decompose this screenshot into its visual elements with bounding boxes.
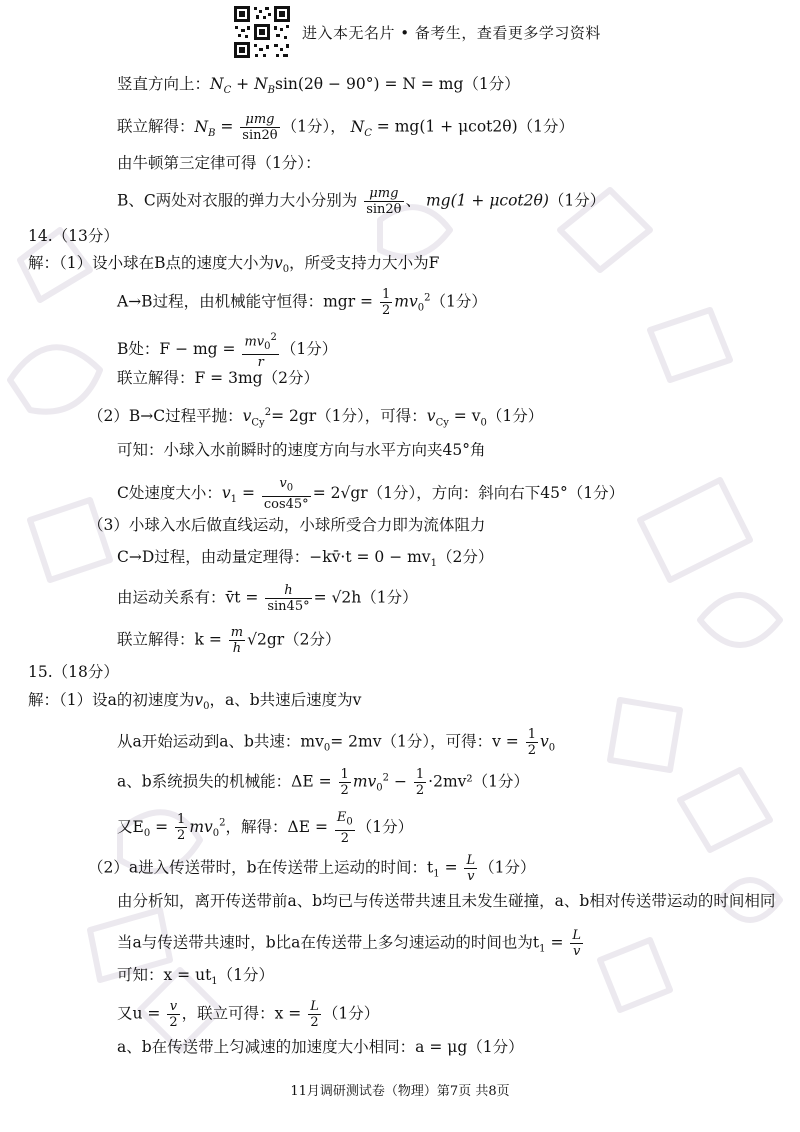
expression: sin(2θ − 90°)	[275, 75, 385, 93]
expression: = 2√gr（1分），方向：斜向右下45°（1分）	[312, 483, 625, 502]
symbol: N	[210, 75, 224, 93]
label-text: 联立解得：	[117, 117, 195, 136]
label-text: （2）a进入传送带时，b在传送带上运动的时间：t	[88, 858, 434, 877]
numerator: 1	[381, 287, 391, 302]
fraction	[229, 625, 245, 656]
numerator: L	[466, 853, 476, 868]
fraction	[380, 287, 392, 318]
fraction	[265, 583, 311, 614]
q15-deceleration: a、b在传送带上匀减速的加速度大小相同：a = μg（1分）	[117, 1038, 524, 1056]
subscript: 0	[376, 782, 383, 794]
denominator: sin2θ	[242, 128, 278, 143]
denominator: sin2θ	[366, 202, 402, 217]
symbol: mv	[394, 292, 418, 311]
q15-extra-time-line	[117, 928, 585, 960]
fraction	[242, 330, 278, 370]
denominator: sin45°	[267, 599, 310, 614]
q14-momentum-theorem	[117, 547, 493, 574]
q15-part2-time	[88, 853, 536, 885]
elastic-force-line	[117, 186, 605, 217]
subscript: 0	[264, 340, 271, 352]
subscript: 0	[346, 816, 353, 828]
q14-part2-projectile	[88, 403, 543, 433]
q14-point-b-force	[117, 330, 337, 370]
score-text: （1分）	[430, 292, 487, 311]
subscript: C	[364, 127, 372, 139]
label-text: a、b系统损失的机械能：ΔE =	[117, 772, 332, 791]
q14-angle-note: 可知：小球入水前瞬时的速度方向与水平方向夹45°角	[117, 441, 486, 459]
denominator: 2	[527, 743, 536, 758]
subscript: 1	[539, 943, 546, 955]
subscript: 0	[480, 417, 487, 429]
subscript: 0	[203, 701, 210, 713]
question-15-heading: 15.（18分）	[28, 663, 119, 681]
numerator: v	[279, 476, 287, 491]
q14-point-c-velocity	[117, 476, 624, 512]
subscript: 1	[230, 493, 238, 505]
expression: √2gr（2分）	[247, 630, 341, 649]
denominator: 2	[177, 828, 186, 844]
subscript: 0	[417, 302, 425, 314]
label-text: 当a与传送带共速时，b比a在传送带上多匀速运动的时间也为t	[117, 933, 540, 952]
fraction	[526, 727, 538, 758]
numerator: μmg	[240, 112, 279, 128]
subscript: 0	[286, 482, 294, 494]
label-text: B、C两处对衣服的弹力大小分别为	[117, 191, 358, 210]
superscript: 2	[219, 817, 226, 829]
fraction	[167, 999, 179, 1030]
expression: mg(1 + μcot2θ)	[425, 191, 549, 210]
fraction	[414, 767, 426, 798]
symbol: v	[539, 732, 549, 751]
subscript: 0	[282, 264, 290, 276]
expression: = 2gr（1分），可得：	[271, 407, 427, 426]
label-text: ，a、b共速后速度为v	[209, 691, 362, 709]
score-text: （1分）	[548, 191, 606, 210]
fraction	[570, 928, 583, 959]
score-text: （1分），	[281, 117, 346, 136]
label-text: C处速度大小：	[117, 483, 222, 502]
q15-part1-intro	[28, 690, 361, 717]
subscript: Cy	[251, 417, 265, 429]
expression: C→D过程，由动量定理得：−kv̄·t = 0 − mv	[117, 548, 431, 566]
symbol: v	[426, 407, 436, 426]
denominator: 2	[340, 830, 349, 846]
operator: =	[237, 483, 260, 502]
expression: = mg(1 + μcot2θ)	[371, 117, 518, 136]
score-text: （1分）	[322, 1004, 380, 1023]
fraction	[364, 186, 403, 217]
symbol: v	[274, 254, 283, 272]
numerator: h	[265, 583, 311, 599]
denominator: h	[232, 641, 242, 656]
denominator: 2	[310, 1015, 319, 1030]
expression: = N = mg（1分）	[384, 75, 520, 93]
qr-code-icon[interactable]	[232, 4, 292, 60]
q15-displacement	[117, 965, 274, 992]
numerator: v	[167, 999, 179, 1015]
label-text: 解：（1）设小球在B点的速度大小为	[28, 254, 275, 272]
subscript: 0	[143, 827, 151, 839]
newton-third-law-line: 由牛顿第三定律可得（1分）：	[117, 154, 321, 172]
numerator: 1	[415, 767, 425, 782]
operator: =	[545, 933, 569, 952]
header-promo-text: 进入本无名片 • 备考生，查看更多学习资料	[302, 23, 601, 42]
fraction	[335, 810, 355, 846]
denominator: 2	[415, 783, 425, 798]
separator: 、	[405, 191, 422, 210]
symbol: mv	[189, 817, 213, 836]
q15-analysis-line: 由分析知，离开传送带前a、b均已与传送带共速且未发生碰撞，a、b相对传送带运动的时间相同	[117, 892, 776, 910]
subscript: 0	[323, 742, 331, 754]
q14-part1-intro	[28, 253, 439, 280]
q14-energy-conservation	[117, 287, 487, 319]
score-text: （1分）	[217, 966, 275, 984]
subscript: 0	[548, 742, 556, 754]
fraction	[175, 812, 187, 843]
score-text: （2分）	[436, 548, 494, 566]
label-text: A→B过程，由机械能守恒得：mgr =	[117, 292, 374, 311]
numerator: L	[572, 928, 581, 943]
q14-part1-result: 联立解得：F = 3mg（2分）	[117, 369, 319, 387]
operator: −	[389, 772, 412, 791]
numerator: L	[310, 999, 319, 1014]
denominator: r	[257, 354, 264, 370]
question-14-heading: 14.（13分）	[28, 227, 119, 245]
symbol: N	[350, 117, 365, 136]
label-text: 竖直方向上：	[117, 75, 211, 93]
score-text: （1分）	[517, 117, 575, 136]
score-text: （1分）	[356, 817, 414, 836]
expression: 可知：x = ut	[117, 966, 212, 984]
page-footer: 11月调研测试卷（物理）第7页 共8页	[290, 1084, 510, 1099]
q14-motion-relation	[117, 583, 418, 614]
score-text: （1分）	[479, 858, 536, 877]
label-text: 由运动关系有：v̄t =	[117, 588, 259, 607]
numerator: mv	[244, 334, 265, 350]
subscript: B	[208, 127, 216, 139]
expression: = √2h（1分）	[313, 588, 418, 607]
expression: = v	[448, 407, 481, 426]
q15-common-velocity	[117, 727, 555, 759]
numerator: E	[336, 810, 347, 825]
score-text: （1分）	[280, 339, 338, 358]
symbol: N	[194, 117, 209, 136]
denominator: 2	[169, 1015, 178, 1030]
fraction	[339, 767, 351, 798]
page-header	[232, 4, 601, 60]
denominator: v	[573, 944, 581, 959]
denominator: cos45°	[263, 496, 309, 512]
denominator: v	[467, 869, 475, 884]
subscript: 1	[430, 558, 437, 570]
subscript: 1	[433, 868, 440, 880]
numerator: 1	[340, 767, 349, 782]
label-text: 又E	[117, 817, 144, 836]
q15-energy-loss	[117, 767, 529, 799]
label-text: B处：F − mg =	[117, 339, 236, 358]
superscript: 2	[424, 292, 431, 304]
numerator: 1	[527, 727, 536, 742]
denominator: 2	[381, 303, 391, 318]
numerator: m	[230, 625, 244, 640]
fraction	[240, 112, 279, 143]
denominator: 2	[340, 783, 349, 798]
symbol: v	[194, 691, 204, 709]
expression: ·2mv²（1分）	[428, 772, 529, 791]
subscript: B	[267, 85, 275, 97]
subscript: 1	[211, 976, 218, 988]
vertical-equation-line	[117, 74, 520, 101]
subscript: Cy	[435, 417, 449, 429]
label-text: 又u =	[117, 1004, 161, 1023]
label-text: 联立解得：k =	[117, 630, 222, 649]
solve-nb-nc-line: 联立解得：$N_B$ = $\frac{\text{μmg}}{\sin 2\theta}$ （1分）， $N_C = mg(1 + \mu\cot 2\theta)(1$分）	[117, 112, 575, 143]
subscript: C	[223, 85, 232, 97]
superscript: 2	[382, 772, 390, 784]
q14-part3-intro: （3）小球入水后做直线运动，小球所受合力即为流体阻力	[88, 516, 486, 534]
label-text: 解：（1）设a的初速度为	[28, 691, 195, 709]
q15-belt-speed	[117, 999, 379, 1030]
label-text: ，解得：ΔE =	[225, 817, 328, 836]
numerator: μmg	[364, 186, 403, 202]
symbol: v	[221, 483, 231, 502]
expression: 从a开始运动到a、b共速：mv	[117, 732, 324, 751]
label-text: ，联立可得：x =	[181, 1004, 302, 1023]
symbol: mv	[352, 772, 377, 791]
label-text: ，所受支持力大小为F	[289, 254, 440, 272]
subscript: 0	[212, 827, 220, 839]
operator: =	[150, 817, 174, 836]
operator: =	[439, 858, 463, 877]
q14-part3-result	[117, 625, 341, 656]
symbol: v	[242, 407, 252, 426]
numerator: 1	[177, 812, 186, 828]
fraction	[464, 853, 477, 884]
symbol: + N	[231, 75, 268, 93]
fraction	[308, 999, 321, 1030]
superscript: 2	[270, 332, 277, 343]
score-text: （1分）	[486, 407, 544, 426]
fraction	[262, 476, 311, 512]
expression: = 2mv（1分），可得：v =	[330, 732, 519, 751]
q15-energy-ratio	[117, 810, 413, 846]
label-text: （2）B→C过程平抛：	[88, 407, 243, 426]
superscript: 2	[264, 407, 272, 418]
